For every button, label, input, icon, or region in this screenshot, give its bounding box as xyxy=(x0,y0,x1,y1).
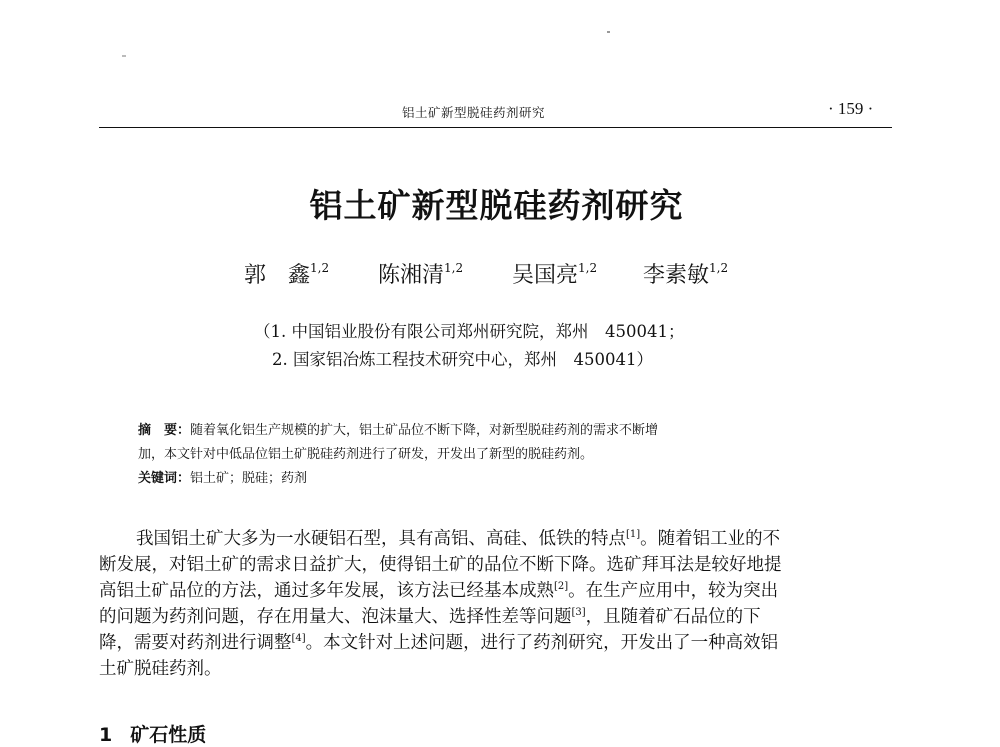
section-title: 矿石性质 xyxy=(130,724,207,746)
author-name: 吴国亮 xyxy=(512,263,579,288)
body-text: 。在生产应用中，较为突出 xyxy=(568,581,779,601)
affiliation-line: （1. 中国铝业股份有限公司郑州研究院，郑州 450041； xyxy=(254,322,685,341)
section-heading xyxy=(99,720,206,747)
keywords-line xyxy=(138,467,878,491)
citation-ref: [3] xyxy=(571,607,586,619)
author-list xyxy=(240,258,780,294)
body-text: 的问题为药剂问题，存在用量大、泡沫量大、选择性差等问题 xyxy=(99,607,572,627)
body-text: 降，需要对药剂进行调整 xyxy=(99,633,292,653)
scan-speck xyxy=(607,31,610,33)
affiliation-line: 2. 国家铝冶炼工程技术研究中心，郑州 450041） xyxy=(272,350,653,369)
keywords-text: 铝土矿；脱硅；药剂 xyxy=(190,471,308,486)
abstract xyxy=(138,419,878,491)
body-text: ，且随着矿石品位的下 xyxy=(585,607,761,627)
body-line xyxy=(99,604,894,630)
author xyxy=(643,258,728,289)
body-text: 。随着铝工业的不 xyxy=(640,529,781,549)
body-line: 断发展，对铝土矿的需求日益扩大，使得铝土矿的品位不断下降。选矿拜耳法是较好地提 xyxy=(99,555,782,575)
section-number: 1 xyxy=(99,724,113,746)
citation-ref: [4] xyxy=(291,633,306,645)
author xyxy=(512,258,597,289)
header-rule xyxy=(99,127,892,128)
citation-ref: [2] xyxy=(554,581,569,593)
author-affiliation-mark: 1,2 xyxy=(444,260,464,275)
scan-speck xyxy=(122,55,126,57)
author-affiliation-mark: 1,2 xyxy=(578,260,598,275)
abstract-line xyxy=(138,419,878,443)
author-affiliation-mark: 1,2 xyxy=(709,260,729,275)
abstract-text: 随着氧化铝生产规模的扩大，铝土矿品位不断下降，对新型脱硅药剂的需求不断增 xyxy=(190,423,659,438)
abstract-line: 加，本文针对中低品位铝土矿脱硅药剂进行了研发，开发出了新型的脱硅药剂。 xyxy=(138,447,594,462)
author xyxy=(244,258,329,289)
abstract-label: 摘 要： xyxy=(138,423,191,438)
author-name: 郭 鑫 xyxy=(244,263,311,288)
keywords-label: 关键词： xyxy=(138,471,191,486)
body-text: 高铝土矿品位的方法，通过多年发展，该方法已经基本成熟 xyxy=(99,581,554,601)
body-text: 。本文针对上述问题，进行了药剂研究，开发出了一种高效铝 xyxy=(305,633,779,653)
page-number: · 159 · xyxy=(828,99,874,118)
author-affiliation-mark: 1,2 xyxy=(310,260,330,275)
body-line: 土矿脱硅药剂。 xyxy=(99,659,222,679)
body-text: 我国铝土矿大多为一水硬铝石型，具有高铝、高硅、低铁的特点 xyxy=(136,529,626,549)
body-line xyxy=(99,630,894,656)
body-paragraph xyxy=(99,526,894,682)
paper-title: 铝土矿新型脱硅药剂研究 xyxy=(309,186,684,225)
author-name: 陈湘清 xyxy=(378,263,445,288)
author-name: 李素敏 xyxy=(643,263,710,288)
running-header-title: 铝土矿新型脱硅药剂研究 xyxy=(402,105,546,120)
body-line xyxy=(99,526,894,552)
body-line xyxy=(99,578,894,604)
citation-ref: [1] xyxy=(626,529,641,541)
author xyxy=(378,258,463,289)
